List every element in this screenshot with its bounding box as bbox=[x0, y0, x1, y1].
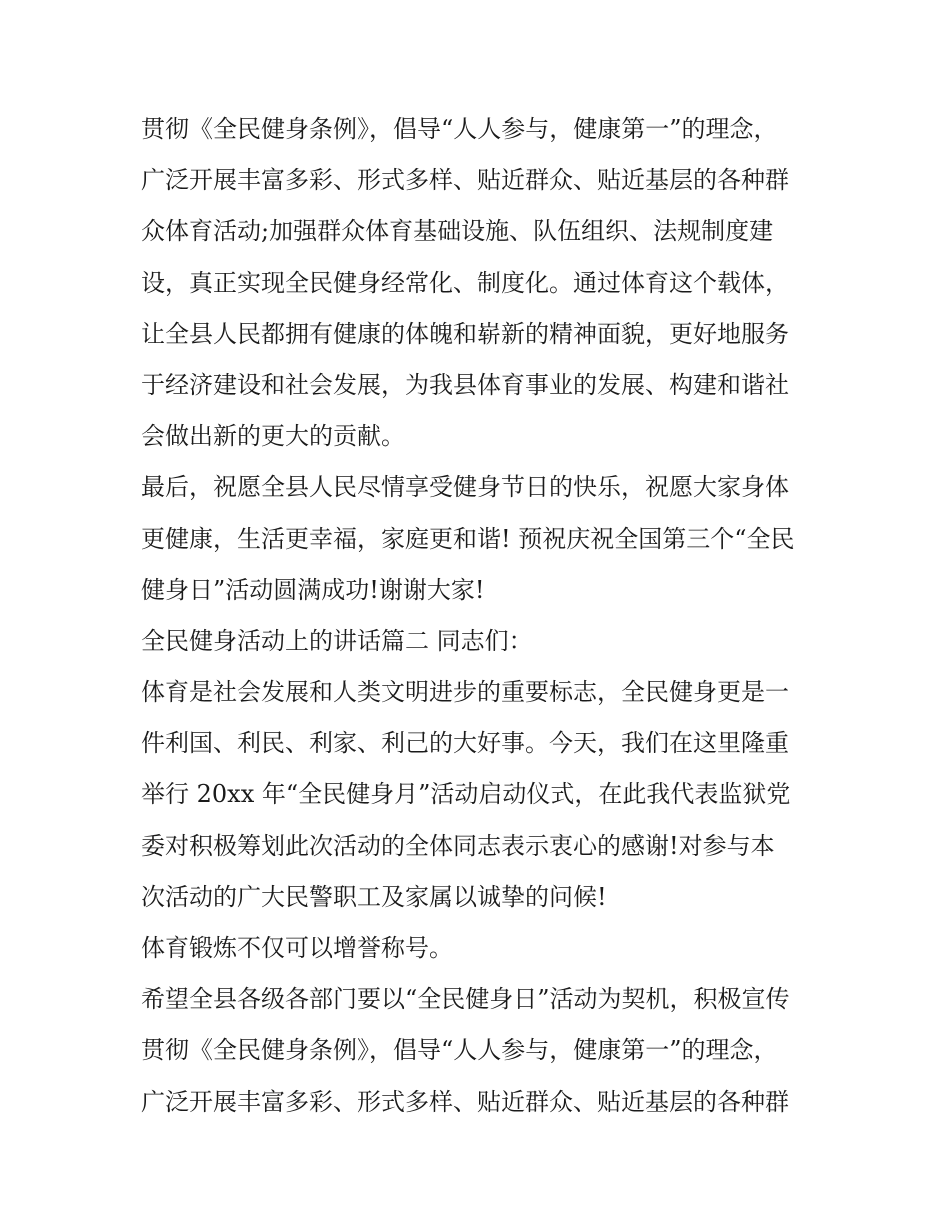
text-line: 次活动的广大民警职工及家属以诚挚的问候! bbox=[141, 882, 607, 911]
text-line: 体育锻炼不仅可以增誉称号。 bbox=[141, 934, 453, 962]
text-line: 委对积极筹划此次活动的全体同志表示衷心的感谢!对参与本 bbox=[141, 831, 775, 860]
text-line: 会做出新的更大的贡献。 bbox=[141, 422, 405, 451]
text-line: 体育是社会发展和人类文明进步的重要标志，全民健身更是一 bbox=[141, 678, 789, 707]
text-line: 让全县人民都拥有健康的体魄和崭新的精神面貌，更好地服务 bbox=[141, 319, 789, 348]
text-line: 希望全县各级各部门要以“全民健身日”活动为契机，积极宣传 bbox=[141, 985, 790, 1014]
text-line: 更健康，生活更幸福，家庭更和谐! 预祝庆祝全国第三个“全民 bbox=[141, 524, 795, 553]
text-line: 众体育活动;加强群众体育基础设施、队伍组织、法规制度建 bbox=[141, 217, 774, 246]
text-line: 健身日”活动圆满成功!谢谢大家! bbox=[141, 575, 485, 604]
text-line: 贯彻《全民健身条例》，倡导“人人参与，健康第一”的理念， bbox=[141, 1036, 778, 1065]
document-body bbox=[141, 104, 821, 1128]
section-heading-line: 全民健身活动上的讲话篇二 同志们： bbox=[141, 626, 533, 655]
text-line: 贯彻《全民健身条例》，倡导“人人参与，健康第一”的理念， bbox=[141, 115, 778, 143]
text-line: 于经济建设和社会发展，为我县体育事业的发展、构建和谐社 bbox=[141, 370, 789, 399]
text-line: 广泛开展丰富多彩、形式多样、贴近群众、贴近基层的各种群 bbox=[141, 1087, 789, 1116]
text-line: 最后，祝愿全县人民尽情享受健身节日的快乐，祝愿大家身体 bbox=[141, 473, 789, 502]
text-line: 举行 20xx 年“全民健身月”活动启动仪式，在此我代表监狱党 bbox=[141, 780, 791, 809]
text-line: 设，真正实现全民健身经常化、制度化。通过体育这个载体， bbox=[141, 268, 789, 297]
text-line: 件利国、利民、利家、利己的大好事。今天，我们在这里隆重 bbox=[141, 729, 789, 758]
text-line: 广泛开展丰富多彩、形式多样、贴近群众、贴近基层的各种群 bbox=[141, 166, 789, 195]
